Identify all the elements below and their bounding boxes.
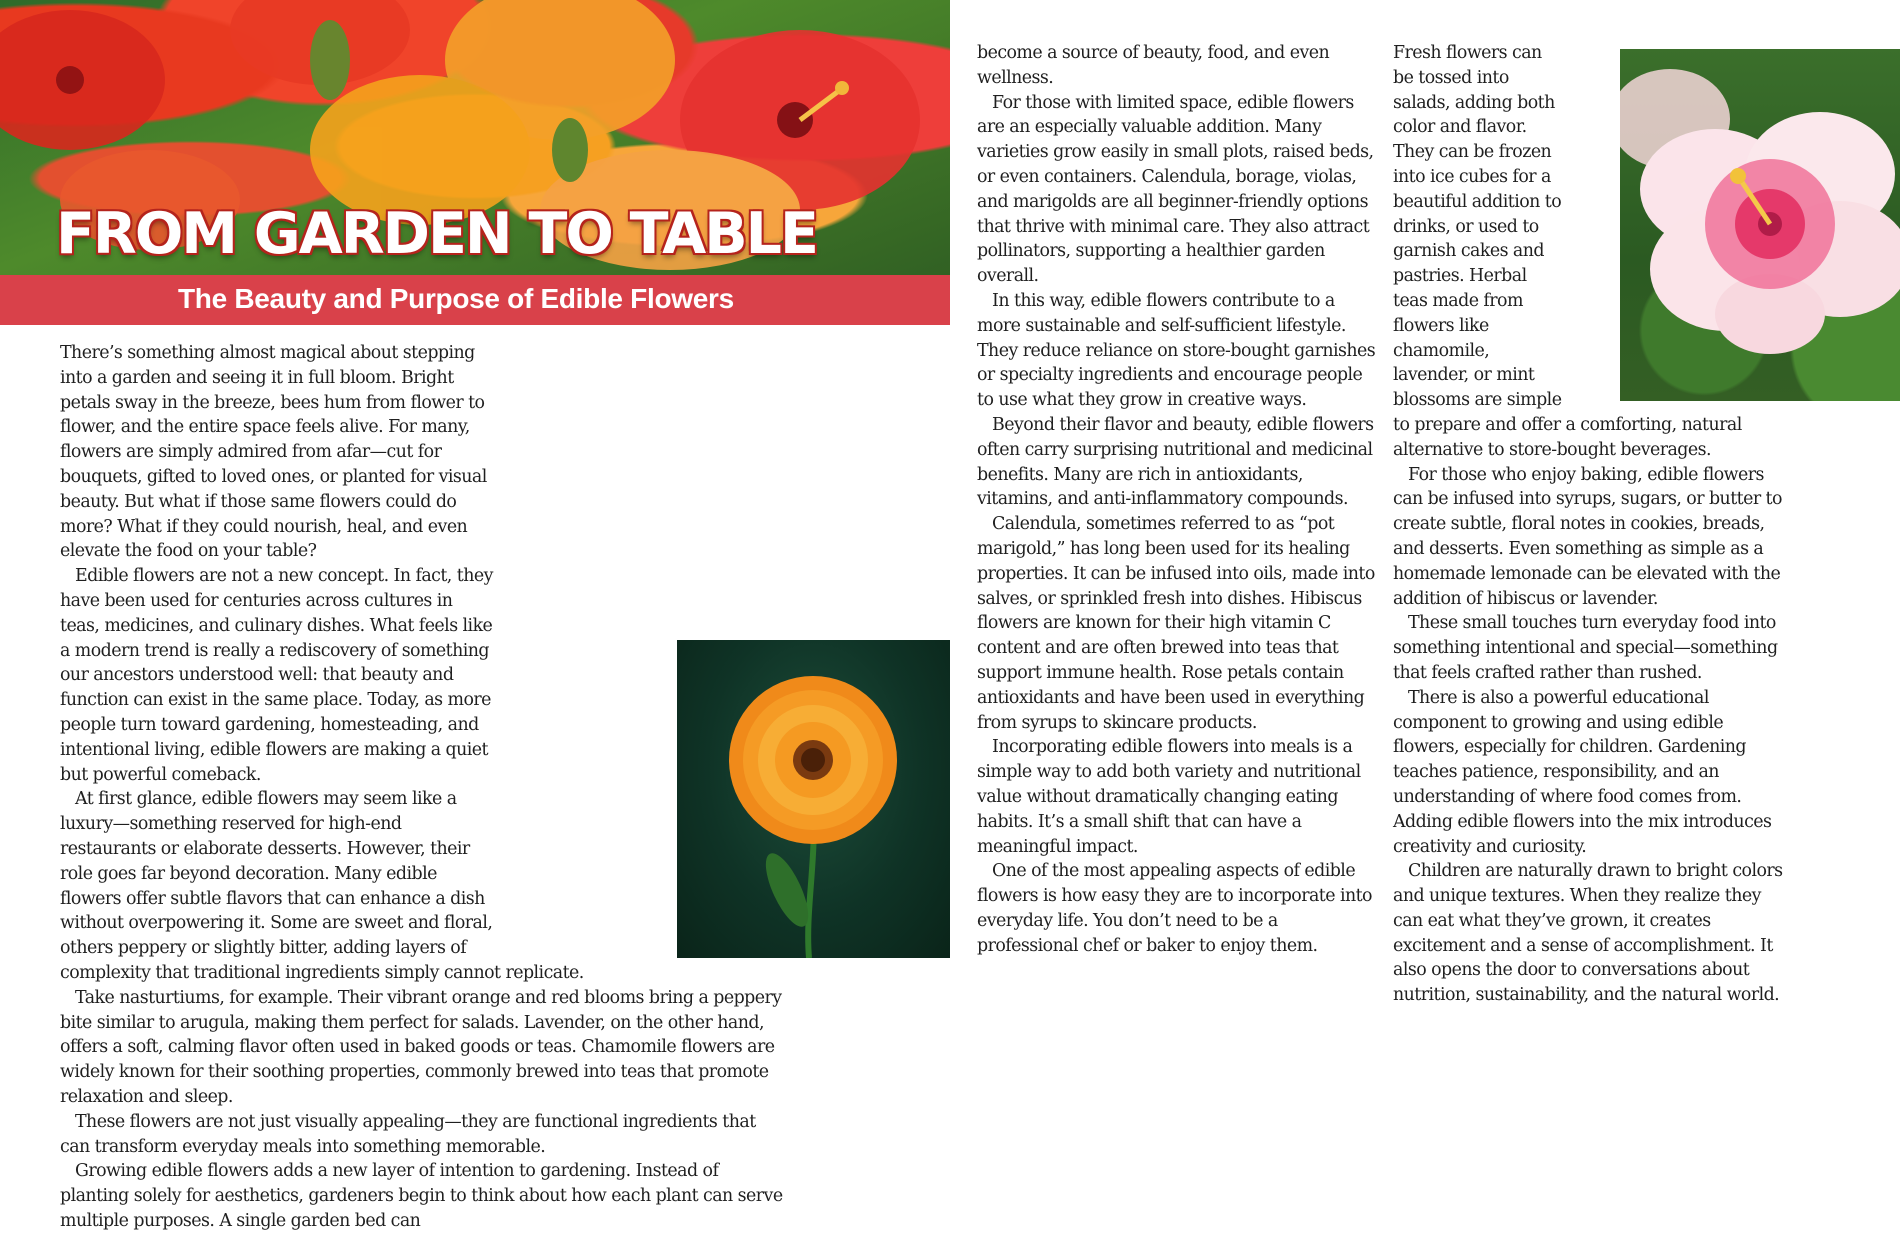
image-spacer [494, 640, 784, 960]
paragraph: Take nasturtiums, for example. Their vibrant orange and red blooms bring a peppery bite similar to arugula, making them perfect for salads. Lavender, on the other hand, offers a soft, calming flavor often used in baked goods or teas. Chamomile flowers are widely known for their soothing properties, commonly brewed into teas that promote relaxation and sleep. [60, 987, 782, 1107]
paragraph: At first glance, edible flowers may seem like a luxury—something reserved for high-end restaurants or elaborate desserts. However, their role goes far beyond decoration. Many edible flowers offer subtle flavors that can enhance a dish without overpowering it. Some are sweet and floral, others peppery or slightly bitter, adding layers of complexity that traditional ingredients simply cannot replicate. [60, 789, 584, 983]
paragraph: Growing edible flowers adds a new layer of intention to gardening. Instead of planting solely for aesthetics, gardeners begin to think about how each plant can serve multiple purposes. A single garden bed can [60, 1161, 783, 1231]
paragraph: For those with limited space, edible flowers are an especially valuable addition. Many varieties grow easily in small plots, raised beds, or even containers. Calendula, borage, violas, and marigolds are all beginner-friendly options that thrive with minimal care. They also attract pollinators, supporting a healthier garden overall. [977, 92, 1374, 287]
paragraph: These small touches turn everyday food into something intentional and special—something that feels crafted rather than rushed. [1393, 613, 1778, 683]
paragraph: For those who enjoy baking, edible flowers can be infused into syrups, sugars, or butter to create subtle, floral notes in cookies, breads, and desserts. Even something as simple as a homemade lemonade can be elevated with the addition of hibiscus or lavender. [1393, 464, 1782, 609]
paragraph: Edible flowers are not a new concept. In fact, they have been used for centuries across cultures in teas, medicines, and culinary dishes. What feels like a modern trend is really a rediscovery of something our ancestors understood well: that beauty and function can exist in the same place. Today, as more people turn toward gardening, homesteading, and intentional living, edible flowers are making a quiet but powerful comeback. [60, 566, 493, 785]
paragraph: Beyond their flavor and beauty, edible flowers often carry surprising nutritional and medicinal benefits. Many are rich in antioxidants, vitamins, and anti-inflammatory compounds. [977, 414, 1374, 510]
article-column-2 [977, 41, 1381, 958]
paragraph: become a source of beauty, food, and even wellness. [977, 43, 1330, 88]
article-column-1 [60, 341, 784, 1234]
hero-image [0, 0, 950, 325]
paragraph: Incorporating edible flowers into meals is a simple way to add both variety and nutritional value without dramatically changing eating habits. It’s a small shift that can have a meaningful impact. [977, 737, 1361, 857]
page-title: FROM GARDEN TO TABLE [56, 201, 817, 267]
paragraph: These flowers are not just visually appealing—they are functional ingredients that can transform everyday meals into something memorable. [60, 1111, 756, 1157]
paragraph: There’s something almost magical about stepping into a garden and seeing it in full bloom. Bright petals sway in the breeze, bees hum from flower to flower, and the entire space feels alive. For many, flowers are simply admired from afar—cut for bouquets, gifted to loved ones, or planted for visual beauty. But what if those same flowers could do more? What if they could nourish, heal, and even elevate the food on your table? [60, 343, 487, 562]
article-column-3 [1393, 41, 1793, 1008]
paragraph: In this way, edible flowers contribute to a more sustainable and self-sufficient lifestyle. They reduce reliance on store-bought garnishes or specialty ingredients and encourage people to use what they grow in creative ways. [977, 290, 1376, 411]
paragraph: Children are naturally drawn to bright colors and unique textures. When they realize they can eat what they’ve grown, it creates excitement and a sense of accomplishment. It also opens the door to conversations about nutrition, sustainability, and the natural world. [1393, 861, 1783, 1006]
paragraph: Fresh flowers can be tossed into salads, adding both color and flavor. They can be frozen into ice cubes for a beautiful addition to drinks, or used to garnish cakes and pastries. Herbal teas made from flowers like chamomile, lavender, or mint blossoms are simple to prepare and offer a comforting, natural alternative to store-bought beverages. [1393, 43, 1742, 460]
image-spacer [1563, 41, 1793, 403]
paragraph: There is also a powerful educational component to growing and using edible flowers, especially for children. Gardening teaches patience, responsibility, and an understanding of where food comes from. Adding edible flowers into the mix introduces creativity and curiosity. [1393, 687, 1772, 857]
page-subtitle: The Beauty and Purpose of Edible Flowers [178, 283, 734, 314]
paragraph: One of the most appealing aspects of edible flowers is how easy they are to incorporate into everyday life. You don’t need to be a professional chef or baker to enjoy them. [977, 861, 1372, 956]
paragraph: Calendula, sometimes referred to as “pot marigold,” has long been used for its healing properties. It can be infused into oils, made into salves, or sprinkled fresh into dishes. Hibiscus flowers are known for their high vitamin C content and are often brewed into teas that support immune health. Rose petals contain antioxidants and have been used in everything from syrups to skincare products. [977, 514, 1375, 733]
